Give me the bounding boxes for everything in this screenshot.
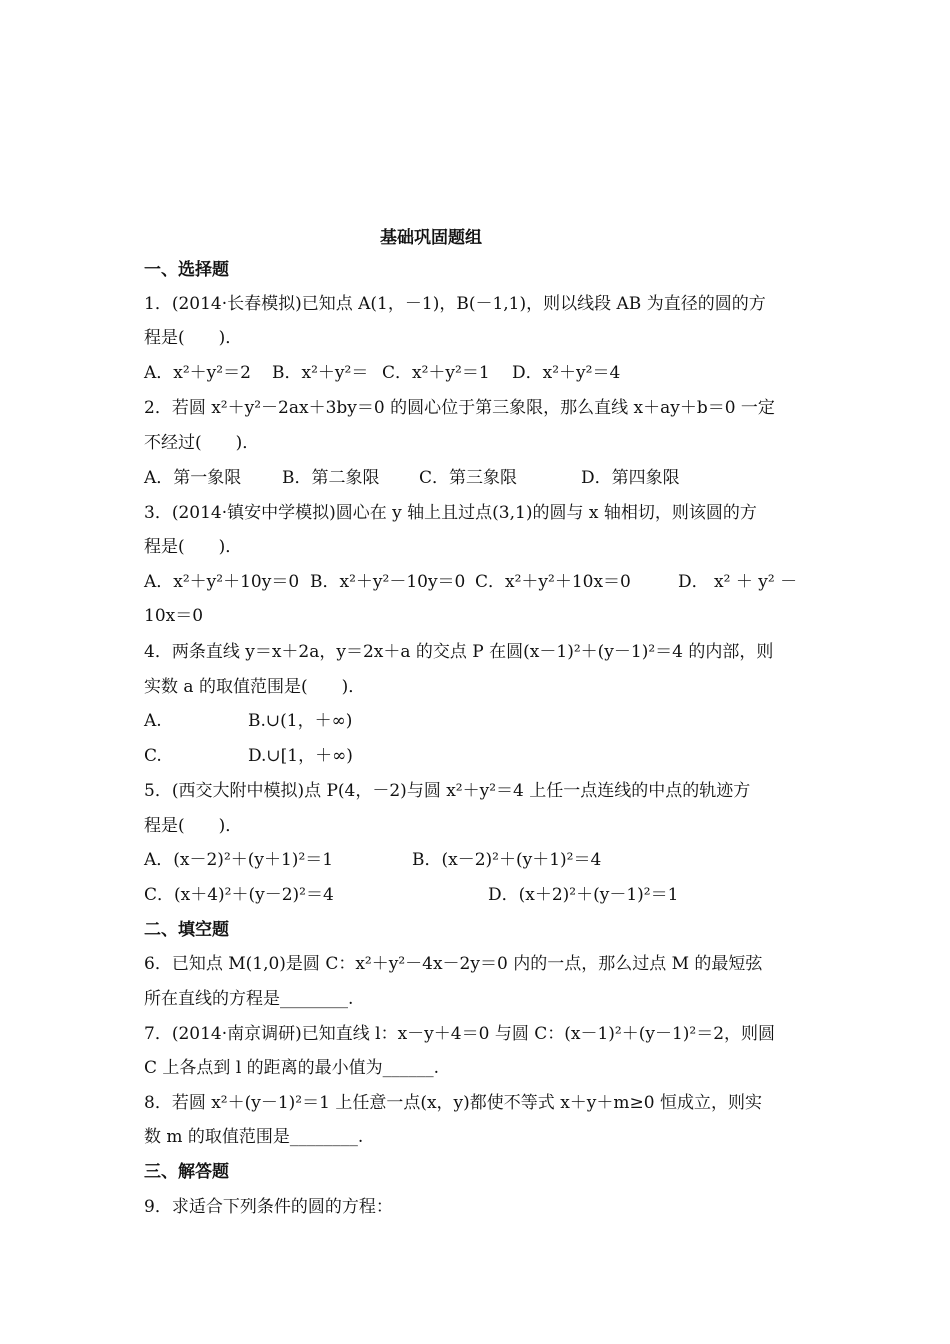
- q9-line1: 9．求适合下列条件的圆的方程：: [144, 1197, 393, 1217]
- q5-line1: 5．(西交大附中模拟)点 P(4，－2)与圆 x²＋y²＝4 上任一点连线的中点的轨迹方: [144, 781, 751, 801]
- q5-option-b: B．(x－2)²＋(y＋1)²＝4: [412, 850, 602, 870]
- q2-option-b: B．第二象限: [282, 468, 380, 488]
- q3-option-b: B．x²＋y²－10y＝0: [310, 572, 466, 592]
- q1-option-a: A．x²＋y²＝2: [144, 363, 251, 383]
- q5-line2: 程是( )．: [144, 816, 243, 836]
- q4-line1: 4．两条直线 y＝x＋2a，y＝2x＋a 的交点 P 在圆(x－1)²＋(y－1)²＝4 的内部，则: [144, 642, 774, 662]
- q1-line2: 程是( )．: [144, 328, 243, 348]
- q3-option-d-cont: 10x＝0: [144, 606, 204, 626]
- q3-line1: 3．(2014·镇安中学模拟)圆心在 y 轴上且过点(3,1)的圆与 x 轴相切，则该圆的方: [144, 503, 757, 523]
- q4-option-d: D.∪[1，＋∞): [248, 746, 353, 766]
- q3-option-c: C．x²＋y²＋10x＝0: [475, 572, 631, 592]
- q4-option-c: C.: [144, 746, 162, 766]
- q8-line1: 8．若圆 x²＋(y－1)²＝1 上任意一点(x，y)都使不等式 x＋y＋m≥0 恒成立，则实: [144, 1093, 762, 1113]
- page-title: 基础巩固题组: [380, 228, 482, 248]
- section-heading-choice: 一、选择题: [144, 260, 229, 280]
- q5-option-d: D．(x＋2)²＋(y－1)²＝1: [488, 885, 679, 905]
- q5-option-a: A．(x－2)²＋(y＋1)²＝1: [144, 850, 334, 870]
- q1-option-d: D．x²＋y²＝4: [512, 363, 621, 383]
- q6-line1: 6．已知点 M(1,0)是圆 C：x²＋y²－4x－2y＝0 内的一点，那么过点 M 的最短弦: [144, 954, 763, 974]
- q1-option-b: B．x²＋y²＝: [272, 363, 369, 383]
- q3-option-d: D． x² ＋ y² －: [678, 572, 798, 592]
- q1-option-c: C．x²＋y²＝1: [382, 363, 490, 383]
- q2-option-c: C．第三象限: [419, 468, 518, 488]
- q2-option-d: D．第四象限: [581, 468, 680, 488]
- section-heading-fill: 二、填空题: [144, 920, 229, 940]
- q3-line2: 程是( )．: [144, 537, 243, 557]
- section-heading-answer: 三、解答题: [144, 1162, 229, 1182]
- q5-option-c: C．(x＋4)²＋(y－2)²＝4: [144, 885, 334, 905]
- q4-option-b: B.∪(1，＋∞): [248, 711, 353, 731]
- q8-line2: 数 m 的取值范围是________.: [144, 1127, 364, 1147]
- q2-line2: 不经过( )．: [144, 433, 260, 453]
- q1-line1: 1．(2014·长春模拟)已知点 A(1，－1)，B(－1,1)，则以线段 AB 为直径的圆的方: [144, 294, 766, 314]
- q3-option-a: A．x²＋y²＋10y＝0: [144, 572, 300, 592]
- q4-option-a: A.: [144, 711, 162, 731]
- q7-line1: 7．(2014·南京调研)已知直线 l：x－y＋4＝0 与圆 C：(x－1)²＋(y－1)²＝2，则圆: [144, 1024, 776, 1044]
- q7-line2: C 上各点到 l 的距离的最小值为______.: [144, 1058, 440, 1078]
- q2-line1: 2．若圆 x²＋y²－2ax＋3by＝0 的圆心位于第三象限，那么直线 x＋ay＋b＝0 一定: [144, 398, 775, 418]
- q6-line2: 所在直线的方程是________.: [144, 989, 354, 1009]
- q2-option-a: A．第一象限: [144, 468, 242, 488]
- q4-line2: 实数 a 的取值范围是( )．: [144, 677, 366, 697]
